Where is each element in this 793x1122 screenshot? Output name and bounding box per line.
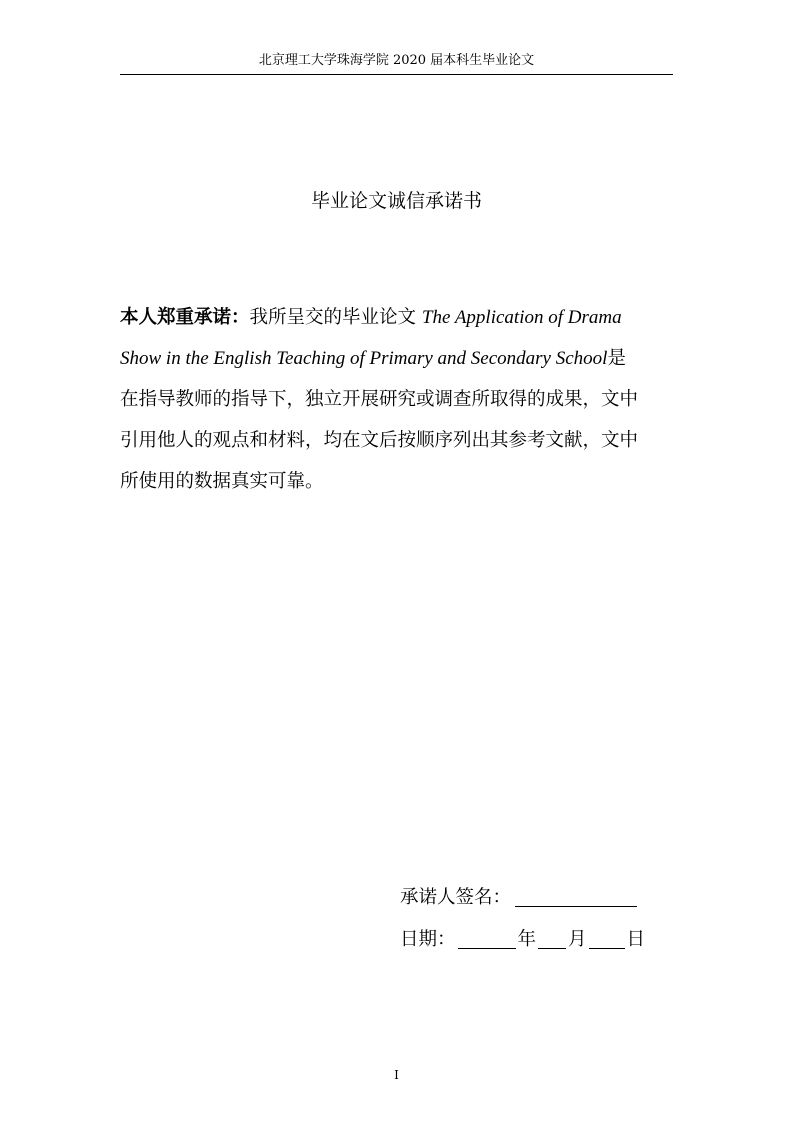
year-blank xyxy=(458,928,516,949)
signature-label: 承诺人签名： xyxy=(400,887,512,908)
running-header: 北京理工大学珠海学院 2020 届本科生毕业论文 xyxy=(258,53,535,68)
pledge-lead: 本人郑重承诺： xyxy=(120,307,250,328)
pledge-intro: 我所呈交的毕业论文 xyxy=(249,307,422,328)
document-title: 毕业论文诚信承诺书 xyxy=(310,190,482,212)
pledge-paragraph xyxy=(120,297,640,502)
signature-blank xyxy=(515,886,637,907)
page-number: I xyxy=(394,1068,399,1082)
month-blank xyxy=(538,928,566,949)
thesis-title: The Application of Drama Show in the English Teaching of Primary and Secondary School xyxy=(120,307,622,369)
month-label: 月 xyxy=(568,929,587,950)
day-blank xyxy=(589,928,625,949)
year-label: 年 xyxy=(517,929,537,950)
date-line xyxy=(400,925,645,955)
signature-line xyxy=(400,883,637,913)
day-label: 日 xyxy=(626,929,646,950)
pledge-body: 是在指导教师的指导下，独立开展研究或调查所取得的成果，文中引用他人的观点和材料，均在文后按顺序列出其参考文献，文中所使用的数据真实可靠。 xyxy=(120,348,639,492)
header-rule xyxy=(120,74,673,75)
date-label: 日期： xyxy=(400,929,456,950)
